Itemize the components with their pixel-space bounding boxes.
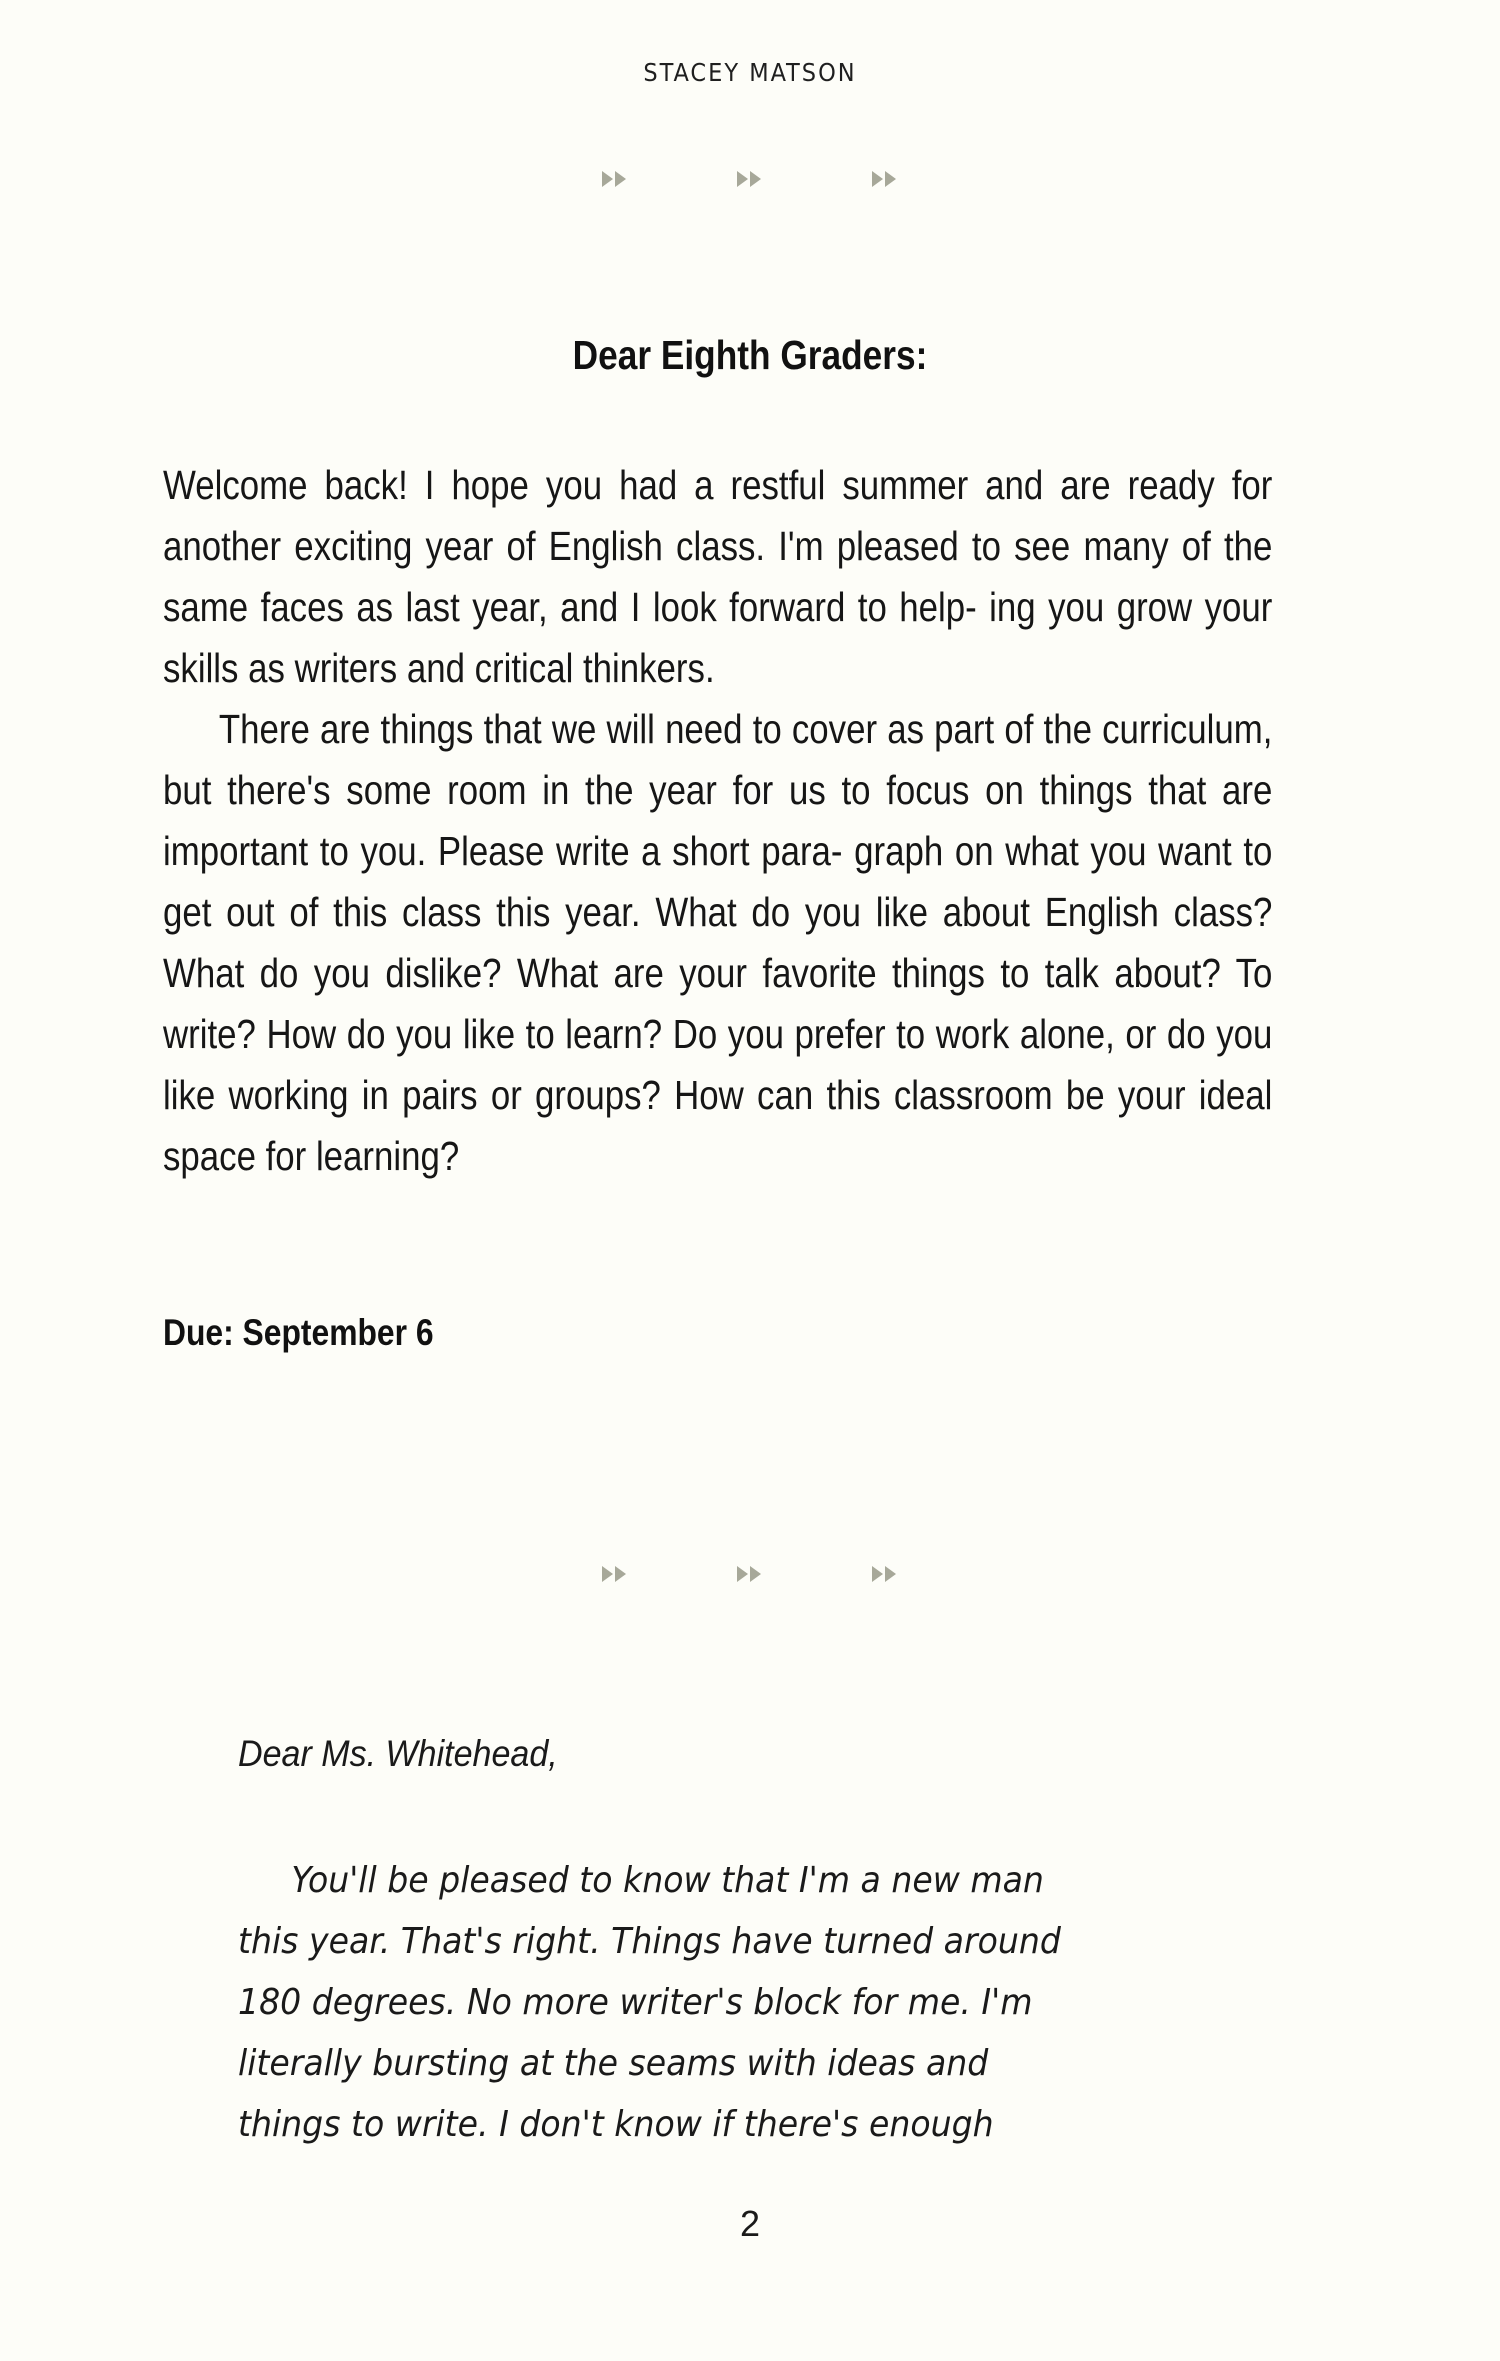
section-divider-bottom: [0, 1563, 1500, 1590]
student-letter-line: this year. That's right. Things have turned around: [238, 1921, 1061, 1962]
double-play-arrow-icon: [683, 168, 818, 195]
double-play-arrow-icon: [548, 168, 683, 195]
double-play-arrow-icon: [818, 168, 953, 195]
teacher-letter-heading: Dear Eighth Graders:: [572, 332, 928, 378]
teacher-paragraph-2: There are things that we will need to cover as part of the curriculum, but there's some room in the year for us to focus on things that are important to you. Please write a short para- graph on what you want to get out of this class this year. What do you like about English class? What do you dislike? What are your favorite things to talk about? To write? How do you like to learn? Do you prefer to work alone, or do you like working in pairs or groups? How can this classroom be your ideal space for learning?: [163, 706, 1273, 1179]
student-letter-salutation: Dear Ms. Whitehead,: [238, 1733, 558, 1774]
double-play-arrow-icon: [683, 1563, 818, 1590]
student-letter-line: You'll be pleased to know that I'm a new man: [291, 1860, 1044, 1901]
student-letter-line: 180 degrees. No more writer's block for me. I'm: [238, 1982, 1033, 2023]
double-play-arrow-icon: [548, 1563, 683, 1590]
teacher-paragraph-1: Welcome back! I hope you had a restful summer and are ready for another exciting year of English class. I'm pleased to see many of the same faces as last year, and I look forward to help- ing you grow your skills as writers and critical thinkers.: [163, 462, 1273, 691]
teacher-letter-body: [163, 455, 1272, 1187]
due-date: Due: September 6: [163, 1312, 434, 1353]
student-letter-line: things to write. I don't know if there's enough: [238, 2104, 994, 2145]
page-number: 2: [739, 2203, 761, 2244]
double-play-arrow-icon: [818, 1563, 953, 1590]
section-divider-top: [0, 168, 1500, 195]
student-letter-line: literally bursting at the seams with ideas and: [238, 2043, 989, 2084]
running-head: STACEY MATSON: [643, 58, 857, 87]
student-letter-body: [238, 1850, 1176, 2155]
